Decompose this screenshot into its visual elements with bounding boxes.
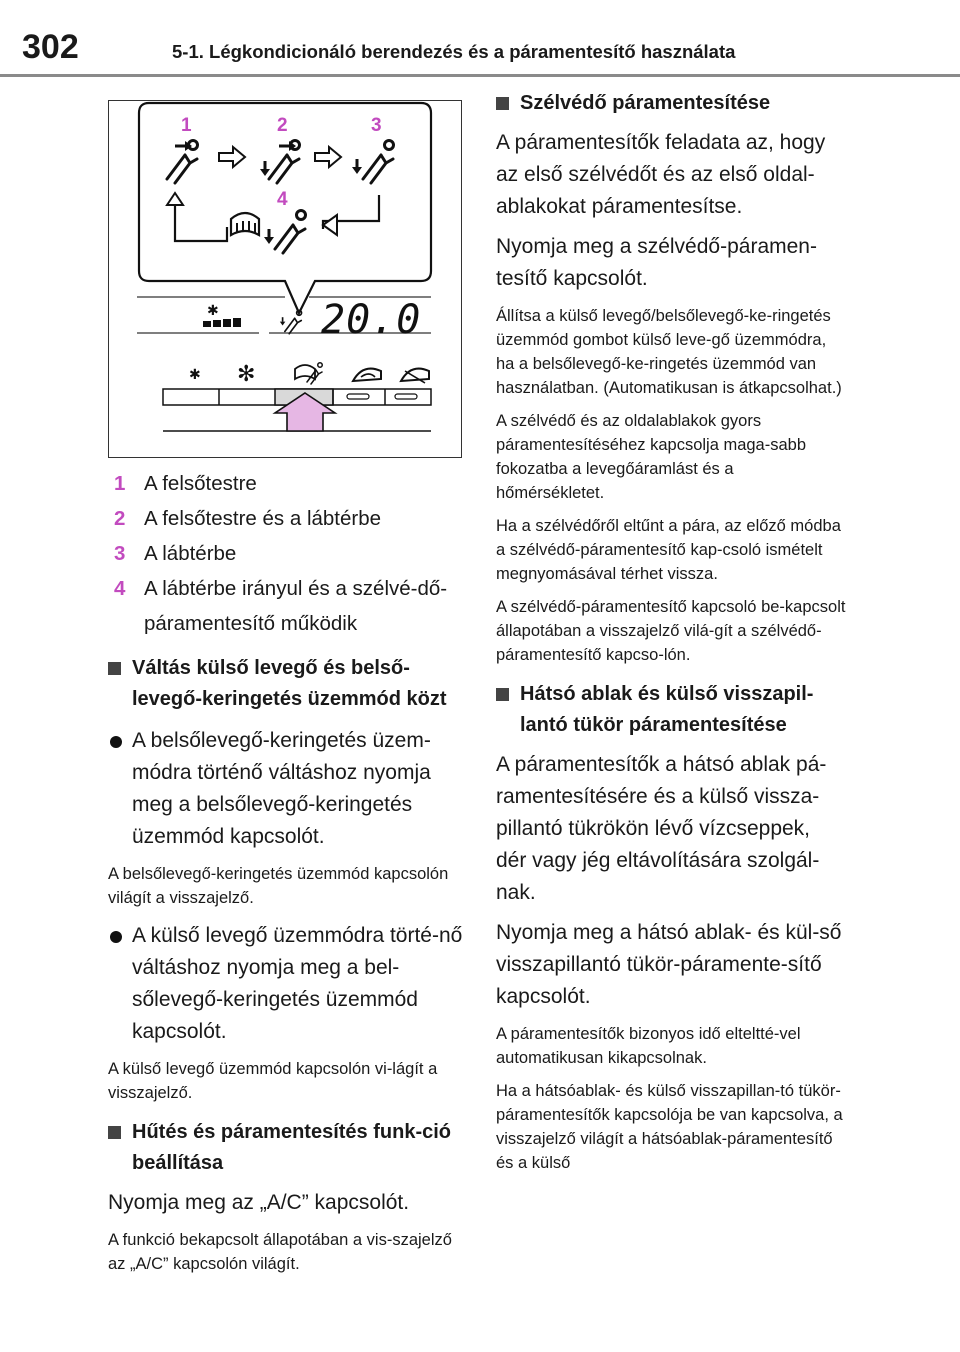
note-paragraph: A belsőlevegő-keringetés üzemmód kapcsolón világít a visszajelző. [108, 865, 449, 907]
callout-2: 2 [277, 115, 288, 136]
button-panel [163, 361, 431, 431]
temperature-readout: 20.0 [321, 297, 422, 343]
left-column [108, 100, 464, 1276]
body-paragraph: Nyomja meg a hátsó ablak- és kül-ső visszapillantó tükör-páramente-sítő kapcsolót. [496, 921, 842, 1008]
note-paragraph: Ha a szélvédőről eltűnt a pára, az előző módba a szélvédő-páramentesítő kap-csoló ismételt megnyomásával térhet vissza. [496, 517, 841, 583]
recirc-icon [353, 369, 381, 381]
body-paragraph: A páramentesítők a hátsó ablak pá-ramentesítésére és a külső vissza-pillantó tükrökön lévő vízcseppek, dér vagy jég eltávolítására szolgál-nak. [496, 753, 827, 904]
chapter-title: 5-1. Légkondicionáló berendezés és a páramentesítő használata [172, 41, 736, 62]
note-paragraph: A szélvédő-páramentesítő kapcsoló be-kapcsolt állapotában a visszajelző vilá-gít a szélvédő-páramentesítő kapcso-lón. [496, 598, 846, 664]
climate-panel-illustration [109, 101, 461, 457]
header-rule [0, 74, 960, 77]
bullet-paragraph: A belsőlevegő-keringetés üzem-módra történő váltáshoz nyomja meg a belsőlevegő-keringetés üzemmód kapcsolót. [108, 725, 464, 853]
note-paragraph: A külső levegő üzemmód kapcsolón vi-lágít a visszajelző. [108, 1060, 438, 1102]
body-paragraph: Nyomja meg a szélvédő-páramen-tesítő kapcsolót. [496, 235, 817, 290]
body-paragraph: A páramentesítők feladata az, hogy az első szélvédőt és az első oldal-ablakokat páramentesítse. [496, 131, 826, 218]
section-heading: Hátsó ablak és külső visszapil-lantó tükör páramentesítése [496, 679, 846, 741]
body-paragraph: Nyomja meg az „A/C” kapcsolót. [108, 1191, 410, 1214]
callout-1: 1 [181, 115, 192, 136]
fan-icon: ✱ [207, 302, 219, 318]
right-column [496, 88, 846, 1175]
note-paragraph: A páramentesítők bizonyos idő elteltté-vel automatikusan kikapcsolnak. [496, 1025, 801, 1067]
climate-display [137, 297, 431, 343]
fan-high-icon: ✻ [237, 361, 256, 386]
legend-item: 4 A lábtérbe irányul és a szélvé-dő-páramentesítő működik [114, 577, 448, 635]
page-number: 302 [22, 28, 79, 66]
climate-panel-figure [108, 100, 462, 458]
section-heading: Hűtés és páramentesítés funk-ció beállítása [108, 1117, 464, 1179]
note-paragraph: Ha a hátsóablak- és külső visszapillan-tó tükör-páramentesítők kapcsolója be van kapcsolva, a visszajelző világít a hátsóablak-páramentesítő és a külső [496, 1082, 843, 1172]
legend-list [108, 466, 464, 641]
fresh-air-icon [401, 369, 429, 383]
section-heading: Váltás külső levegő és belső-levegő-keringetés üzemmód közt [108, 653, 464, 715]
callout-3: 3 [371, 115, 382, 136]
note-paragraph: A szélvédő és az oldalablakok gyors páramentesítéséhez kapcsolja maga-sabb fokozatba a levegőáramlást és a hőmérsékletet. [496, 412, 807, 502]
note-paragraph: A funkció bekapcsolt állapotában a vis-szajelző az „A/C” kapcsolón világít. [108, 1231, 452, 1273]
fan-low-icon: ✱ [189, 366, 201, 382]
defrost-mode-icon [295, 363, 322, 384]
bullet-paragraph: A külső levegő üzemmódra törté-nő váltáshoz nyomja meg a bel-sőlevegő-keringetés üzemmód kapcsolót. [108, 920, 464, 1048]
note-paragraph: Állítsa a külső levegő/belsőlevegő-ke-ringetés üzemmód gombot külső leve-gő üzemmódra, ha a belsőlevegő-ke-ringetés üzemmód van használatban. (Automatikusan is átkapcsolhat.) [496, 307, 842, 397]
page-header [0, 0, 960, 80]
section-heading: Szélvédő páramentesítése [496, 88, 846, 119]
callout-4: 4 [277, 189, 288, 210]
legend-item: 2 A felsőtestre és a lábtérbe [114, 507, 382, 530]
legend-item: 3 A lábtérbe [114, 542, 237, 565]
legend-item: 1 A felsőtestre [114, 472, 257, 495]
